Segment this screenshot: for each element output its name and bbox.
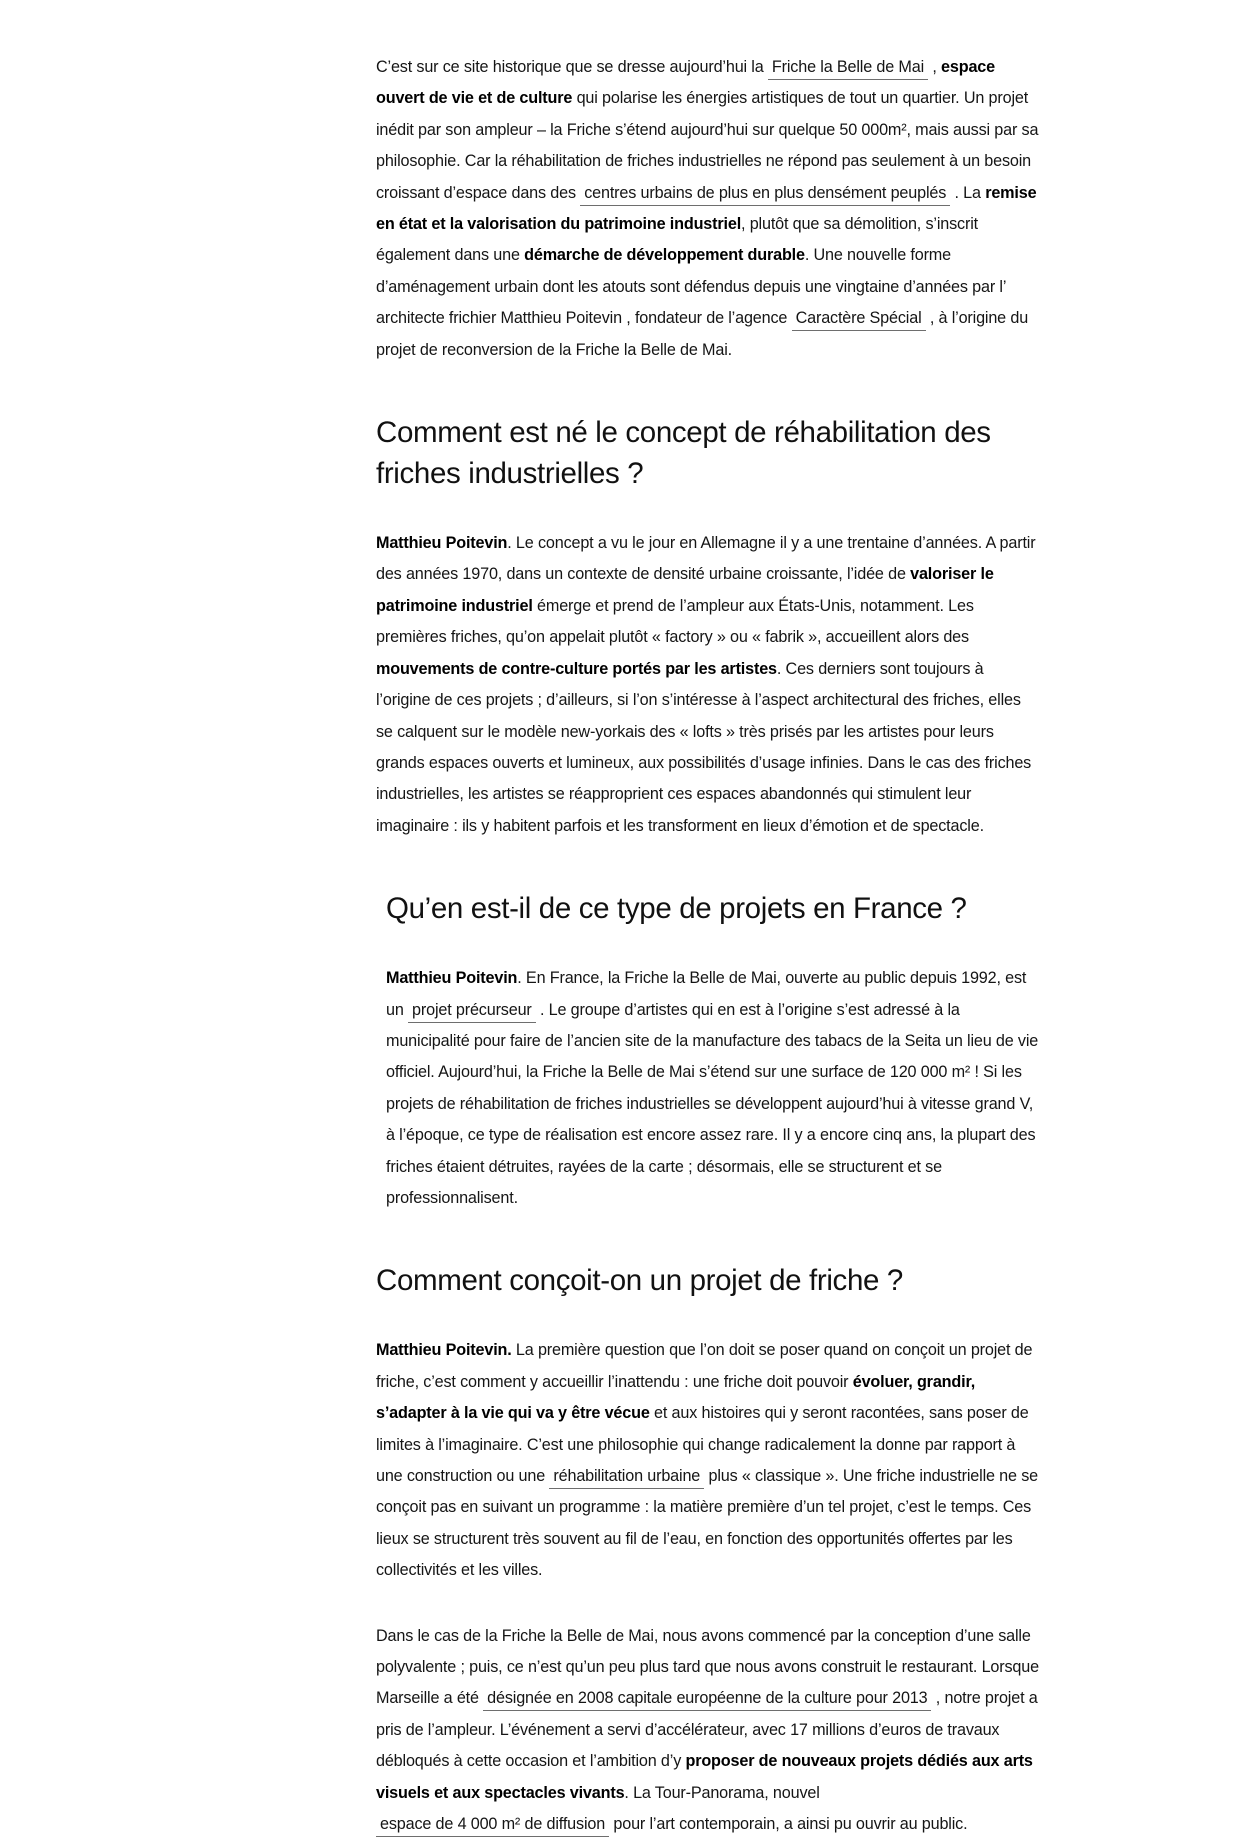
intro-text-6: . Une nouvelle forme d’aménagement urbain dont les atouts sont défendus depuis une vingtaine d’années par l’ xyxy=(376,246,1006,296)
answer3b-text-2: , notre projet a pris de l’ampleur. L’événement a servi d’accélérateur, avec 17 millions d’euros de travaux débloqués à cette occasion et l’ambition d’y xyxy=(376,1689,1038,1771)
paragraph-answer-3-continued xyxy=(376,1621,1040,1840)
intro-text-1: C’est sur ce site historique que se dresse aujourd’hui la xyxy=(376,58,768,76)
answer3-text-1: La première question que l’on doit se poser quand on conçoit un projet de friche, c’est comment y accueillir l’inattendu : une friche doit pouvoir xyxy=(376,1341,1033,1391)
intro-text-3: qui polarise les énergies artistiques de tout un quartier. Un projet inédit par son ampleur – la Friche s’étend aujourd’hui sur quelque 50 000m², mais aussi par sa philosophie. Car la réhabilitation de friches industrielles ne répond pas seulement à un besoin croissant d’espace dans des xyxy=(376,89,1039,202)
heading-concept-rehabilitation: Comment est né le concept de réhabilitation des friches industrielles ? xyxy=(376,416,991,491)
answer3b-text-3: . La Tour-Panorama, nouvel xyxy=(624,1783,820,1802)
bold-contre-culture: mouvements de contre-culture portés par les artistes xyxy=(376,659,777,678)
answer2-text-2: . Le groupe d’artistes qui en est à l’origine s’est adressé à la municipalité pour faire de l’ancien site de la manufacture des tabacs de la Seita un lieu de vie officiel. Aujourd’hui, la Friche la Belle de Mai s’étend sur une surface de 120 000 m² ! Si les projets de réhabilitation de friches industrielles se développent aujourd’hui à vitesse grand V, à l’époque, ce type de réalisation est encore assez rare. Il y a encore cinq ans, la plupart des friches étaient détruites, rayées de la carte ; désormais, elle se structurent et se professionnalisent. xyxy=(386,1000,1039,1207)
bold-nouveaux-projets-arts-visuels: proposer de nouveaux projets dédiés aux arts visuels et aux spectacles vivants xyxy=(376,1752,1033,1802)
annotation-architecte-frichier[interactable]: architecte frichier Matthieu Poitevin xyxy=(376,309,622,328)
annotation-projet-precurseur[interactable]: projet précurseur xyxy=(408,999,536,1023)
heading-concevoir-projet-friche: Comment conçoit-on un projet de friche ? xyxy=(376,1264,903,1298)
annotation-caractere-special[interactable]: Caractère Spécial xyxy=(792,307,926,331)
spacer xyxy=(376,366,1040,412)
answer3b-text-4: pour l’art contemporain, a ainsi pu ouvrir au public. xyxy=(609,1815,968,1834)
speaker-name: Matthieu Poitevin xyxy=(376,534,508,553)
annotation-centres-urbains[interactable]: centres urbains de plus en plus densément peuplés xyxy=(580,182,950,206)
answer1-text-1: . Le concept a vu le jour en Allemagne il y a une trentaine d’années. A partir des années 1970, dans un contexte de densité urbaine croissante, l’idée de xyxy=(376,534,1036,584)
spacer xyxy=(376,1587,1040,1621)
annotation-rehabilitation-urbaine[interactable]: réhabilitation urbaine xyxy=(549,1465,704,1489)
paragraph-answer-1 xyxy=(376,528,1040,842)
intro-text-5: , plutôt que sa démolition, s’inscrit également dans une xyxy=(376,215,978,265)
bold-remise-en-etat: remise en état et la valorisation du patrimoine industriel xyxy=(376,183,1037,234)
speaker-name: Matthieu Poitevin. xyxy=(376,1341,512,1360)
annotation-espace-4000m2[interactable]: espace de 4 000 m² de diffusion xyxy=(376,1813,609,1837)
spacer xyxy=(376,1301,1040,1335)
answer2-text-1: . En France, la Friche la Belle de Mai, ouverte au public depuis 1992, est un xyxy=(386,969,1027,1019)
answer3-text-3: plus « classique ». Une friche industrielle ne se conçoit pas en suivant un programme : la matière première d’un tel projet, c’est le temps. Ces lieux se structurent très souvent au fil de l’eau, en fonction des opportunités offertes par les collectivités et les villes. xyxy=(376,1467,1038,1580)
annotation-capitale-europeenne-culture[interactable]: désignée en 2008 capitale européenne de la culture pour 2013 xyxy=(483,1687,931,1711)
spacer xyxy=(376,929,1040,963)
bold-espace-ouvert: espace ouvert de vie et de culture xyxy=(376,58,995,108)
paragraph-answer-2 xyxy=(376,963,1040,1214)
heading-projets-en-france: Qu’en est-il de ce type de projets en France ? xyxy=(386,892,967,926)
bold-valoriser-patrimoine: valoriser le patrimoine industriel xyxy=(376,565,994,615)
answer3b-text-1: Dans le cas de la Friche la Belle de Mai, nous avons commencé par la conception d’une salle polyvalente ; puis, ce n’est qu’un peu plus tard que nous avons construit le restaurant. Lorsque Marseille a été xyxy=(376,1626,1039,1708)
speaker-name: Matthieu Poitevin xyxy=(386,969,518,988)
annotation-friche-la-belle-de-mai[interactable]: Friche la Belle de Mai xyxy=(768,56,928,80)
intro-text-8: , à l’origine du projet de reconversion de la Friche la Belle de Mai. xyxy=(376,309,1029,359)
answer1-text-3: . Ces derniers sont toujours à l’origine de ces projets ; d’ailleurs, si l’on s’intéresse à l’aspect architectural des friches, elles se calquent sur le modèle new-yorkais des « lofts » très prisés par les artistes pour leurs grands espaces ouverts et lumineux, aux possibilités d’usage infinies. Dans le cas des friches industrielles, les artistes se réapproprient ces espaces abandonnés qui stimulent leur imaginaire : ils y habitent parfois et les transforment en lieux d’émotion et de spectacle. xyxy=(376,659,1032,835)
spacer xyxy=(376,842,1040,888)
document-content xyxy=(376,52,1040,1840)
intro-text-4: . La xyxy=(950,183,986,202)
intro-text-7: , fondateur de l’agence xyxy=(621,309,792,328)
bold-evoluer-grandir: évoluer, grandir, s’adapter à la vie qui va y être vécue xyxy=(376,1372,976,1423)
spacer xyxy=(376,1214,1040,1260)
paragraph-answer-3 xyxy=(376,1335,1040,1586)
answer1-text-2: émerge et prend de l’ampleur aux États-Unis, notamment. Les premières friches, qu’on appelait plutôt « factory » ou « fabrik », accueillent alors des xyxy=(376,596,974,647)
bold-developpement-durable: démarche de développement durable xyxy=(524,246,805,265)
spacer xyxy=(376,494,1040,528)
answer3-text-2: et aux histoires qui y seront racontées, sans poser de limites à l’imaginaire. C’est une philosophie qui change radicalement la donne par rapport à une construction ou une xyxy=(376,1404,1029,1485)
intro-text-2: , xyxy=(928,58,942,76)
paragraph-intro xyxy=(376,52,1040,366)
